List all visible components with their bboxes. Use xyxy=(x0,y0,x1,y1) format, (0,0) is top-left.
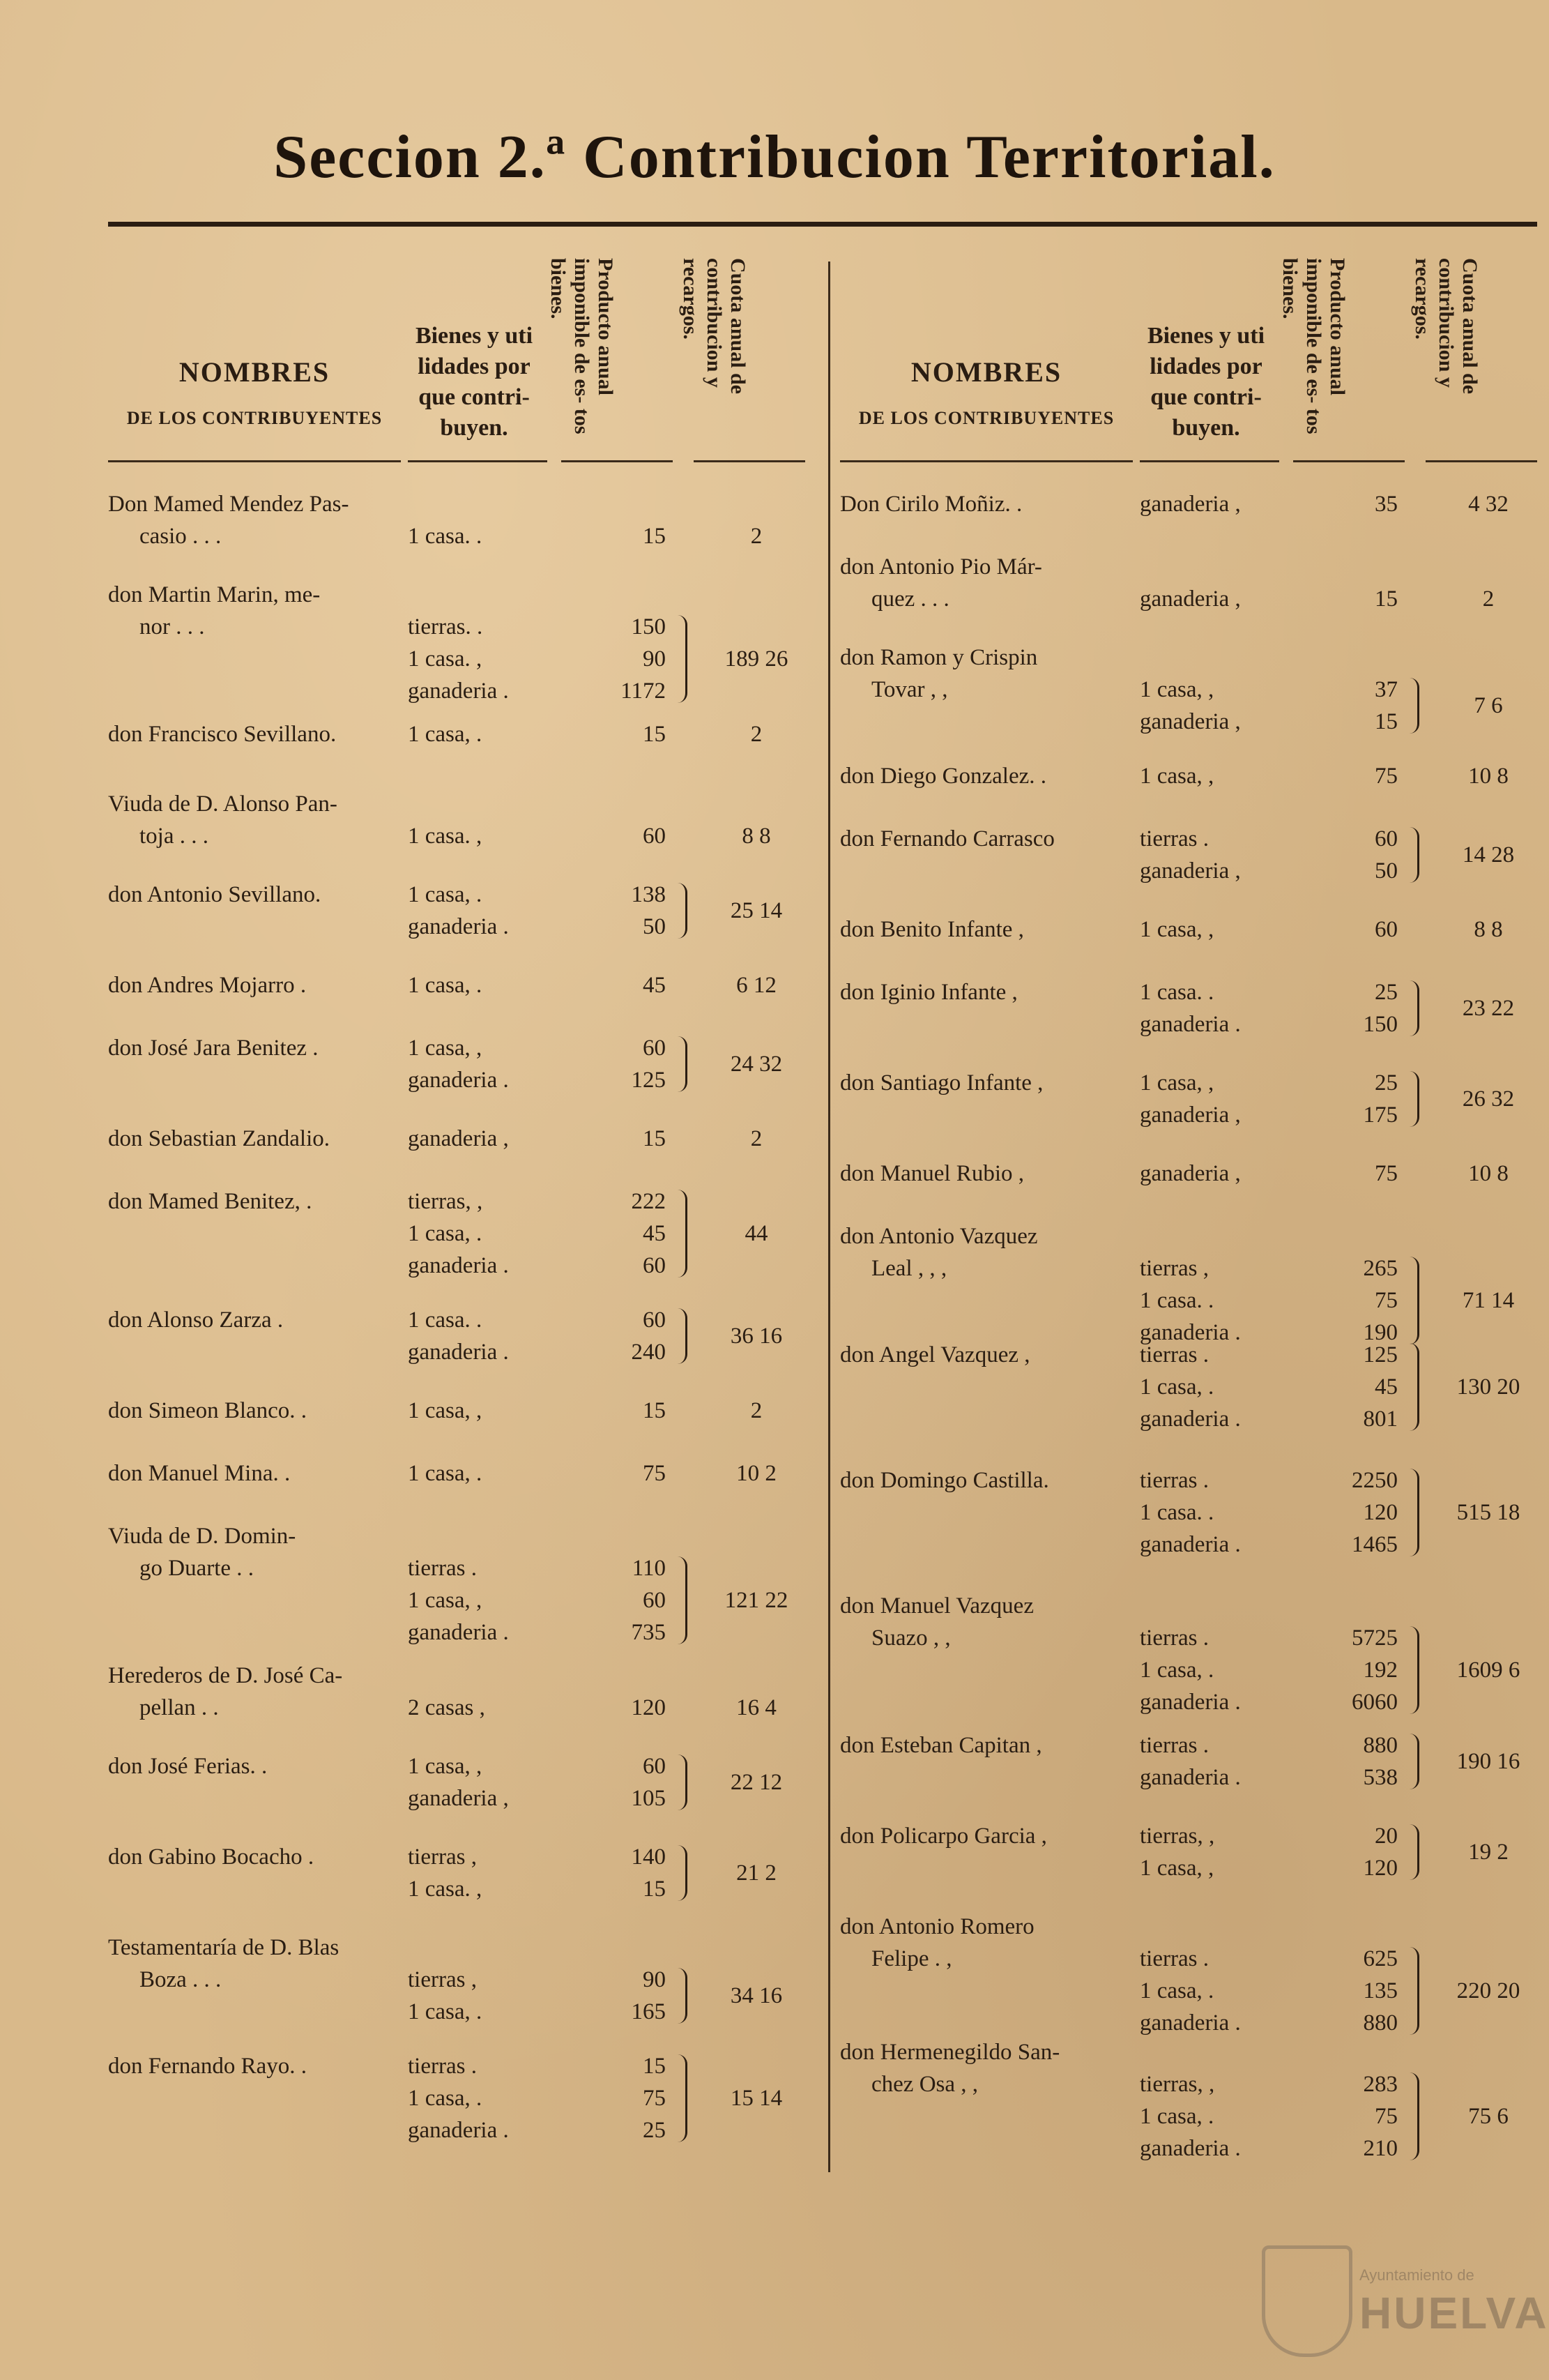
bienes-list: 1 casa. . ganaderia . xyxy=(1140,980,1241,1037)
producto-values: 125 45 801 xyxy=(1363,1342,1398,1432)
cuota-value: 16 4 xyxy=(736,1695,777,1720)
producto-values: 60 105 xyxy=(631,1754,666,1811)
header-cuota: Cuota anual de contribucion y recargos. xyxy=(679,258,749,395)
bienes-list: 1 casa, , ganaderia , xyxy=(1140,677,1241,734)
right-header xyxy=(840,251,1544,460)
bienes-list: 1 casa, . ganaderia . xyxy=(408,882,509,939)
bienes-list: 2 casas , xyxy=(408,1695,485,1720)
bienes-list: tierras . ganaderia , xyxy=(1140,826,1241,884)
cuota-value: 71 14 xyxy=(1462,1288,1515,1313)
producto-values: 75 xyxy=(1375,764,1398,789)
contribuyente-name: don Fernando Carrasco xyxy=(840,826,1055,851)
producto-values: 75 xyxy=(643,1461,666,1486)
producto-values: 15 75 25 xyxy=(643,2054,666,2143)
contribuyente-name: don Antonio Romero Felipe . , xyxy=(840,1914,1035,1971)
header-rule xyxy=(840,460,1133,462)
page-title: Seccion 2.ª Contribucion Territorial. xyxy=(273,123,1276,191)
contribuyente-name: don Francisco Sevillano. xyxy=(108,722,337,747)
bienes-list: 1 casa. . xyxy=(408,524,482,549)
cuota-value: 34 16 xyxy=(730,1983,783,2008)
cuota-value: 15 14 xyxy=(730,2086,783,2111)
producto-values: 45 xyxy=(643,973,666,998)
bienes-list: tierras . 1 casa, . ganaderia . xyxy=(408,2054,509,2143)
contribuyente-name: don Sebastian Zandalio. xyxy=(108,1126,330,1151)
producto-values: 140 15 xyxy=(631,1844,666,1902)
brace xyxy=(1405,980,1419,1036)
contribuyente-name: don Alonso Zarza . xyxy=(108,1308,284,1333)
contribuyente-name: don Manuel Vazquez Suazo , , xyxy=(840,1593,1034,1651)
contribuyente-name: don Gabino Bocacho . xyxy=(108,1844,314,1870)
contribuyente-name: don José Jara Benitez . xyxy=(108,1036,319,1061)
brace xyxy=(1405,1734,1419,1789)
contribuyente-name: don Mamed Benitez, . xyxy=(108,1189,312,1214)
header-producto: Producto anual imponible de es- tos bienes. xyxy=(1279,258,1349,434)
producto-values: 20 120 xyxy=(1363,1824,1398,1881)
header-producto: Producto anual imponible de es- tos bienes. xyxy=(547,258,617,434)
producto-values: 5725 192 6060 xyxy=(1352,1625,1398,1715)
producto-values: 25 150 xyxy=(1363,980,1398,1037)
contribuyente-name: don Domingo Castilla. xyxy=(840,1468,1049,1493)
bienes-list: ganaderia , xyxy=(408,1126,509,1151)
producto-values: 15 xyxy=(643,1398,666,1423)
producto-values: 25 175 xyxy=(1363,1070,1398,1128)
bienes-list: 1 casa, , xyxy=(1140,917,1214,942)
cuota-value: 2 xyxy=(1482,586,1495,612)
contribuyente-name: don Antonio Pio Már- quez . . . xyxy=(840,554,1042,612)
coat-of-arms-icon xyxy=(1262,2245,1352,2357)
bienes-list: tierras, , 1 casa, , xyxy=(1140,1824,1215,1881)
producto-values: 60 xyxy=(643,824,666,849)
bienes-list: 1 casa, . xyxy=(408,1461,482,1486)
bienes-list: tierras, , 1 casa, . ganaderia . xyxy=(1140,2072,1241,2161)
cuota-value: 26 32 xyxy=(1462,1086,1515,1112)
brace xyxy=(1405,1343,1419,1431)
cuota-value: 8 8 xyxy=(1474,917,1503,942)
header-bienes: Bienes y uti lidades por que contri- buyen. xyxy=(1147,323,1265,441)
header-rule xyxy=(1293,460,1405,462)
contribuyente-name: don Simeon Blanco. . xyxy=(108,1398,307,1423)
producto-values: 15 xyxy=(643,1126,666,1151)
bienes-list: tierras , 1 casa, . xyxy=(408,1967,482,2024)
bienes-list: tierras. . 1 casa. , ganaderia . xyxy=(408,614,509,704)
bienes-list: 1 casa, . xyxy=(408,973,482,998)
bienes-list: 1 casa, , ganaderia . xyxy=(408,1036,509,1093)
cuota-value: 515 18 xyxy=(1456,1500,1520,1525)
cuota-value: 190 16 xyxy=(1456,1749,1520,1774)
brace xyxy=(673,1968,687,2024)
cuota-value: 220 20 xyxy=(1456,1978,1520,2003)
header-rule xyxy=(694,460,805,462)
header-nombres: NOMBRES DE LOS CONTRIBUYENTES xyxy=(126,356,383,428)
cuota-value: 19 2 xyxy=(1468,1840,1509,1865)
contribuyente-name: don Andres Mojarro . xyxy=(108,973,307,998)
bienes-list: tierras . 1 casa, . ganaderia . xyxy=(1140,1946,1241,2036)
cuota-value: 10 8 xyxy=(1468,1161,1509,1186)
producto-values: 880 538 xyxy=(1363,1733,1398,1790)
cuota-value: 22 12 xyxy=(730,1770,783,1795)
bienes-list: 1 casa, . xyxy=(408,722,482,747)
cuota-value: 25 14 xyxy=(730,898,783,923)
bienes-list: tierras . 1 casa. . ganaderia . xyxy=(1140,1468,1241,1557)
cuota-value: 1609 6 xyxy=(1456,1658,1520,1683)
archive-stamp: Ayuntamiento de HUELVA xyxy=(1255,2238,1506,2357)
contribuyente-name: don Esteban Capitan , xyxy=(840,1733,1042,1758)
producto-values: 35 xyxy=(1375,492,1398,517)
cuota-value: 2 xyxy=(750,524,763,549)
header-nombres: NOMBRES DE LOS CONTRIBUYENTES xyxy=(858,356,1115,428)
brace xyxy=(673,1036,687,1092)
contribuyente-name: don Diego Gonzalez. . xyxy=(840,764,1046,789)
contribuyente-name: Don Mamed Mendez Pas- casio . . . xyxy=(108,492,349,549)
contribuyente-name: don Angel Vazquez , xyxy=(840,1342,1030,1367)
bienes-list: tierras . ganaderia . xyxy=(1140,1733,1241,1790)
header-rule xyxy=(108,460,401,462)
cuota-value: 6 12 xyxy=(736,973,777,998)
producto-values: 265 75 190 xyxy=(1363,1256,1398,1345)
brace xyxy=(673,1754,687,1810)
cuota-value: 4 32 xyxy=(1468,492,1509,517)
brace xyxy=(673,1845,687,1901)
producto-values: 283 75 210 xyxy=(1363,2072,1398,2161)
bienes-list: tierras , 1 casa. . ganaderia . xyxy=(1140,1256,1241,1345)
contribuyente-name: don Policarpo Garcia , xyxy=(840,1824,1047,1849)
producto-values: 110 60 735 xyxy=(631,1556,666,1645)
cuota-value: 23 22 xyxy=(1462,996,1515,1021)
brace xyxy=(673,1308,687,1364)
brace xyxy=(1405,1626,1419,1714)
cuota-value: 8 8 xyxy=(742,824,771,849)
contribuyente-name: Viuda de D. Domin- go Duarte . . xyxy=(108,1524,296,1581)
bienes-list: tierras . 1 casa, . ganaderia . xyxy=(1140,1342,1241,1432)
bienes-list: ganaderia , xyxy=(1140,1161,1241,1186)
bienes-list: tierras . 1 casa, , ganaderia . xyxy=(408,1556,509,1645)
bienes-list: 1 casa, , ganaderia , xyxy=(408,1754,509,1811)
cuota-value: 36 16 xyxy=(730,1324,783,1349)
producto-values: 150 90 1172 xyxy=(620,614,666,704)
bienes-list: tierras, , 1 casa, . ganaderia . xyxy=(408,1189,509,1278)
contribuyente-name: Herederos de D. José Ca- pellan . . xyxy=(108,1663,343,1720)
contribuyente-name: Testamentaría de D. Blas Boza . . . xyxy=(108,1935,339,1992)
contribuyente-name: Viuda de D. Alonso Pan- toja . . . xyxy=(108,791,337,849)
right-column xyxy=(840,251,1544,2204)
producto-values: 222 45 60 xyxy=(631,1189,666,1278)
bienes-list: tierras . 1 casa, . ganaderia . xyxy=(1140,1625,1241,1715)
producto-values: 37 15 xyxy=(1375,677,1398,734)
header-bienes: Bienes y uti lidades por que contri- buyen. xyxy=(415,323,533,441)
bienes-list: 1 casa. . ganaderia . xyxy=(408,1308,509,1365)
cuota-value: 24 32 xyxy=(730,1052,783,1077)
producto-values: 2250 120 1465 xyxy=(1352,1468,1398,1557)
producto-values: 625 135 880 xyxy=(1363,1946,1398,2036)
header-cuota: Cuota anual de contribucion y recargos. xyxy=(1411,258,1481,395)
producto-values: 15 xyxy=(643,722,666,747)
contribuyente-name: don José Ferias. . xyxy=(108,1754,268,1779)
contribuyente-name: don Fernando Rayo. . xyxy=(108,2054,307,2079)
brace xyxy=(1405,1947,1419,2035)
brace xyxy=(1405,1824,1419,1880)
producto-values: 90 165 xyxy=(631,1967,666,2024)
contribuyente-name: don Ramon y Crispin Tovar , , xyxy=(840,645,1038,702)
header-rule xyxy=(1426,460,1537,462)
title-rule xyxy=(108,222,1537,227)
contribuyente-name: don Antonio Sevillano. xyxy=(108,882,321,907)
header-rule xyxy=(408,460,547,462)
bienes-list: ganaderia , xyxy=(1140,586,1241,612)
brace xyxy=(673,615,687,703)
cuota-value: 75 6 xyxy=(1468,2104,1509,2129)
contribuyente-name: don Manuel Rubio , xyxy=(840,1161,1024,1186)
producto-values: 138 50 xyxy=(631,882,666,939)
contribuyente-name: don Benito Infante , xyxy=(840,917,1024,942)
cuota-value: 189 26 xyxy=(724,646,788,672)
cuota-value: 10 8 xyxy=(1468,764,1509,789)
contribuyente-name: Don Cirilo Moñiz. . xyxy=(840,492,1023,517)
brace xyxy=(1405,678,1419,734)
contribuyente-name: don Antonio Vazquez Leal , , , xyxy=(840,1224,1038,1281)
bienes-list: 1 casa. , xyxy=(408,824,482,849)
brace xyxy=(1405,827,1419,883)
left-header xyxy=(108,251,812,460)
producto-values: 15 xyxy=(1375,586,1398,612)
brace xyxy=(673,2054,687,2142)
producto-values: 60 50 xyxy=(1375,826,1398,884)
cuota-value: 14 28 xyxy=(1462,842,1515,867)
contribuyente-name: don Martin Marin, me- nor . . . xyxy=(108,582,321,639)
header-rule xyxy=(561,460,673,462)
producto-values: 120 xyxy=(631,1695,666,1720)
cuota-value: 130 20 xyxy=(1456,1374,1520,1400)
bienes-list: 1 casa, , ganaderia , xyxy=(1140,1070,1241,1128)
contribuyente-name: don Manuel Mina. . xyxy=(108,1461,291,1486)
cuota-value: 7 6 xyxy=(1474,693,1503,718)
brace xyxy=(673,1556,687,1644)
bienes-list: ganaderia , xyxy=(1140,492,1241,517)
producto-values: 60 125 xyxy=(631,1036,666,1093)
cuota-value: 121 22 xyxy=(724,1588,788,1613)
contribuyente-name: don Hermenegildo San- chez Osa , , xyxy=(840,2040,1060,2097)
cuota-value: 2 xyxy=(750,1398,763,1423)
brace xyxy=(1405,1469,1419,1556)
column-divider xyxy=(828,262,830,2172)
producto-values: 15 xyxy=(643,524,666,549)
contribuyente-name: don Santiago Infante , xyxy=(840,1070,1044,1096)
brace xyxy=(1405,2072,1419,2160)
header-rule xyxy=(1140,460,1279,462)
cuota-value: 10 2 xyxy=(736,1461,777,1486)
producto-values: 60 xyxy=(1375,917,1398,942)
brace xyxy=(1405,1071,1419,1127)
brace xyxy=(1405,1257,1419,1344)
bienes-list: 1 casa, , xyxy=(1140,764,1214,789)
contribuyente-name: don Iginio Infante , xyxy=(840,980,1018,1005)
brace xyxy=(673,883,687,939)
cuota-value: 44 xyxy=(745,1221,768,1246)
cuota-value: 2 xyxy=(750,722,763,747)
producto-values: 75 xyxy=(1375,1161,1398,1186)
cuota-value: 21 2 xyxy=(736,1860,777,1886)
bienes-list: 1 casa, , xyxy=(408,1398,482,1423)
producto-values: 60 240 xyxy=(631,1308,666,1365)
brace xyxy=(673,1190,687,1278)
left-column xyxy=(108,251,812,2204)
bienes-list: tierras , 1 casa. , xyxy=(408,1844,482,1902)
cuota-value: 2 xyxy=(750,1126,763,1151)
